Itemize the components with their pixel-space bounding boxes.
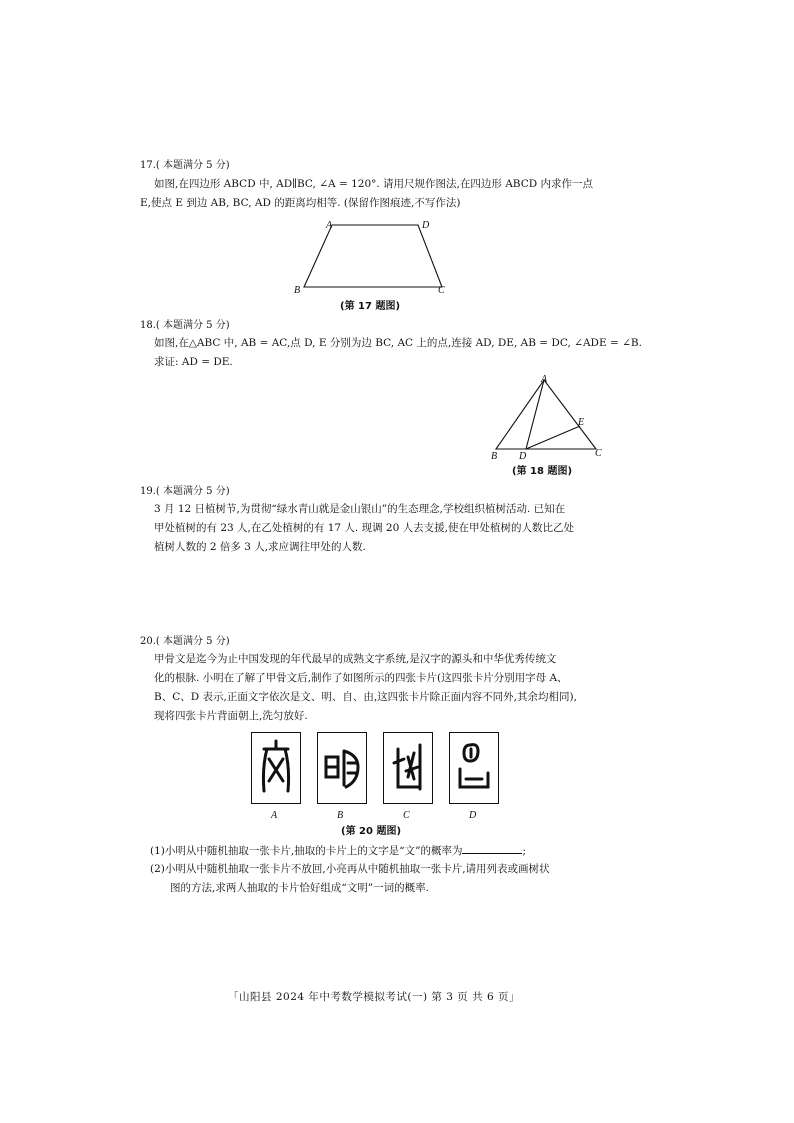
q20-sub1-end: ; [522,845,526,857]
q19-score: ( 本题满分 5 分) [155,486,230,497]
q20-caption: (第 20 题图) [341,826,402,837]
card-c-zi [383,732,433,804]
page-footer: 「山阳县 2024 年中考数学模拟考试(一) 第 3 页 共 6 页」 [228,991,520,1003]
q20-text-line3: B、C、D 表示,正面文字依次是文、明、自、由,这四张卡片除正面内容不同外,其余均相同), [154,691,577,703]
oracle-glyph-wen-icon [252,733,300,803]
trapezoid-abcd [304,225,442,287]
q18-number: 18. [140,320,156,331]
card-label-c: C [403,810,410,821]
q20-sub1-text: (1)小明从中随机抽取一张卡片,抽取的卡片上的文字是“文”的概率为 [150,845,463,857]
q19-header [140,484,230,499]
card-d-you [449,732,499,804]
q20-number: 20. [140,636,156,647]
segment-ad [526,380,544,449]
oracle-glyph-ming-icon [318,733,366,803]
card-label-b: B [337,810,344,821]
q20-text-line1: 甲骨文是迄今为止中国发现的年代最早的成熟文字系统,是汉字的源头和中华优秀传统文 [154,653,557,665]
q18-label-c: C [595,448,602,459]
q18-text-line1: 如图,在△ABC 中, AB = AC,点 D, E 分别为边 BC, AC 上的点,连接 AD, DE, AB = DC, ∠ADE = ∠B. [154,337,642,349]
oracle-glyph-zi-icon [384,733,432,803]
q20-sub2-line2: 图的方法,求两人抽取的卡片恰好组成“文明”一词的概率. [170,882,429,894]
q18-score: ( 本题满分 5 分) [155,320,230,331]
q18-label-a: A [541,374,548,385]
card-b-ming [317,732,367,804]
q17-label-a: A [326,220,333,231]
q17-header [140,158,230,173]
q20-sub2-line1: (2)小明从中随机抽取一张卡片不放回,小亮再从中随机抽取一张卡片,请用列表或画树状 [150,863,550,875]
card-a-wen [251,732,301,804]
segment-de [526,426,580,449]
q18-label-b: B [491,451,498,462]
q17-caption: (第 17 题图) [340,301,401,312]
q18-label-d: D [519,451,527,462]
oracle-glyph-you-icon [450,733,498,803]
q18-caption: (第 18 题图) [512,466,573,477]
q19-text-line2: 甲处植树的有 23 人,在乙处植树的有 17 人. 现调 20 人去支援,使在甲处植树的人数比乙处 [154,522,574,534]
q18-label-e: E [578,417,585,428]
q20-score: ( 本题满分 5 分) [155,636,230,647]
q17-score: ( 本题满分 5 分) [155,160,230,171]
card-label-a: A [271,810,278,821]
q20-sub1 [150,843,526,860]
answer-blank[interactable] [462,843,522,854]
q17-text-line2: E,使点 E 到边 AB, BC, AD 的距离均相等. (保留作图痕迹,不写作法) [140,197,461,209]
q17-label-c: C [438,285,445,296]
q20-header [140,634,230,649]
q17-number: 17. [140,160,156,171]
q20-text-line4: 现将四张卡片背面朝上,洗匀放好. [154,710,308,722]
q19-text-line3: 植树人数的 2 倍多 3 人,求应调往甲处的人数. [154,541,366,553]
q18-text-line2: 求证: AD = DE. [154,356,233,368]
q19-number: 19. [140,486,156,497]
q18-header [140,318,230,333]
q19-text-line1: 3 月 12 日植树节,为贯彻“绿水青山就是金山银山”的生态理念,学校组织植树活动. 已知在 [154,503,566,515]
q17-text-line1: 如图,在四边形 ABCD 中, AD∥BC, ∠A = 120°. 请用尺规作图法,在四边形 ABCD 内求作一点 [154,178,594,190]
q18-figure-triangle [488,372,608,457]
card-label-d: D [469,810,477,821]
q17-label-b: B [294,285,301,296]
q20-text-line2: 化的根脉. 小明在了解了甲骨文后,制作了如图所示的四张卡片(这四张卡片分别用字母 A、 [154,672,568,684]
q17-label-d: D [422,220,430,231]
